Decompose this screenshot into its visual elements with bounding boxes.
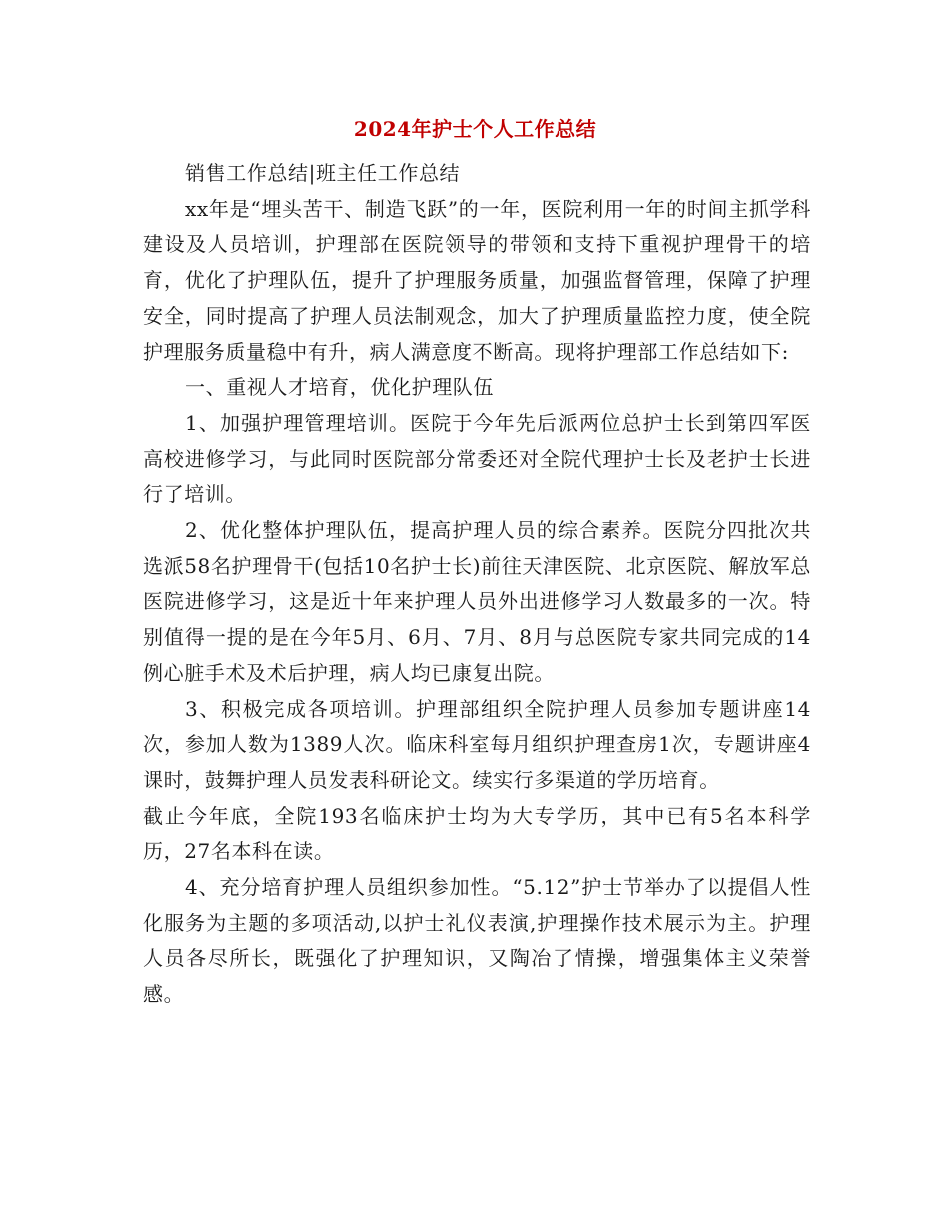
paragraph-related-links: 销售工作总结|班主任工作总结 — [185, 161, 461, 185]
paragraph-item-4: 4、充分培育护理人员组织参加性。“5.12”护士节举办了以提倡人性化服务为主题的多项活动,以护士礼仪表演,护理操作技术展示为主。护理人员各尽所长，既强化了护理知识，又陶冶了情操，增强集体主义荣誉感。 — [143, 875, 811, 1007]
document-body — [143, 156, 811, 1013]
paragraph-item-3: 3、积极完成各项培训。护理部组织全院护理人员参加专题讲座14次，参加人数为1389人次。临床科室每月组织护理查房1次，专题讲座4课时，鼓舞护理人员发表科研论文。续实行多渠道的学历培育。 — [143, 696, 811, 792]
section-heading-1: 一、重视人才培育，优化护理队伍 — [185, 375, 494, 400]
paragraph-item-2: 2、优化整体护理队伍，提高护理人员的综合素养。医院分四批次共选派58名护理骨干(包括10名护士长)前往天津医院、北京医院、解放军总医院进修学习，这是近十年来护理人员外出进修学习人数最多的一次。特别值得一提的是在今年5月、6月、7月、8月与总医院专家共同完成的14例心脏手术及术后护理，病人均已康复出院。 — [143, 518, 811, 685]
document-title: 2024年护士个人工作总结 — [353, 117, 597, 141]
paragraph-item-1: 1、加强护理管理培训。医院于今年先后派两位总护士长到第四军医高校进修学习，与此同时医院部分常委还对全院代理护士长及老护士长进行了培训。 — [143, 410, 811, 507]
paragraph-item-3-continued: 截止今年底，全院193名临床护士均为大专学历，其中已有5名本科学历，27名本科在读。 — [143, 803, 811, 864]
paragraph-intro: xx年是“埋头苦干、制造飞跃”的一年，医院利用一年的时间主抓学科建设及人员培训，护理部在医院领导的带领和支持下重视护理骨干的培育，优化了护理队伍，提升了护理服务质量，加强监督管理，保障了护理安全，同时提高了护理人员法制观念，加大了护理质量监控力度，使全院护理服务质量稳中有升，病人满意度不断高。现将护理部工作总结如下: — [143, 196, 811, 364]
